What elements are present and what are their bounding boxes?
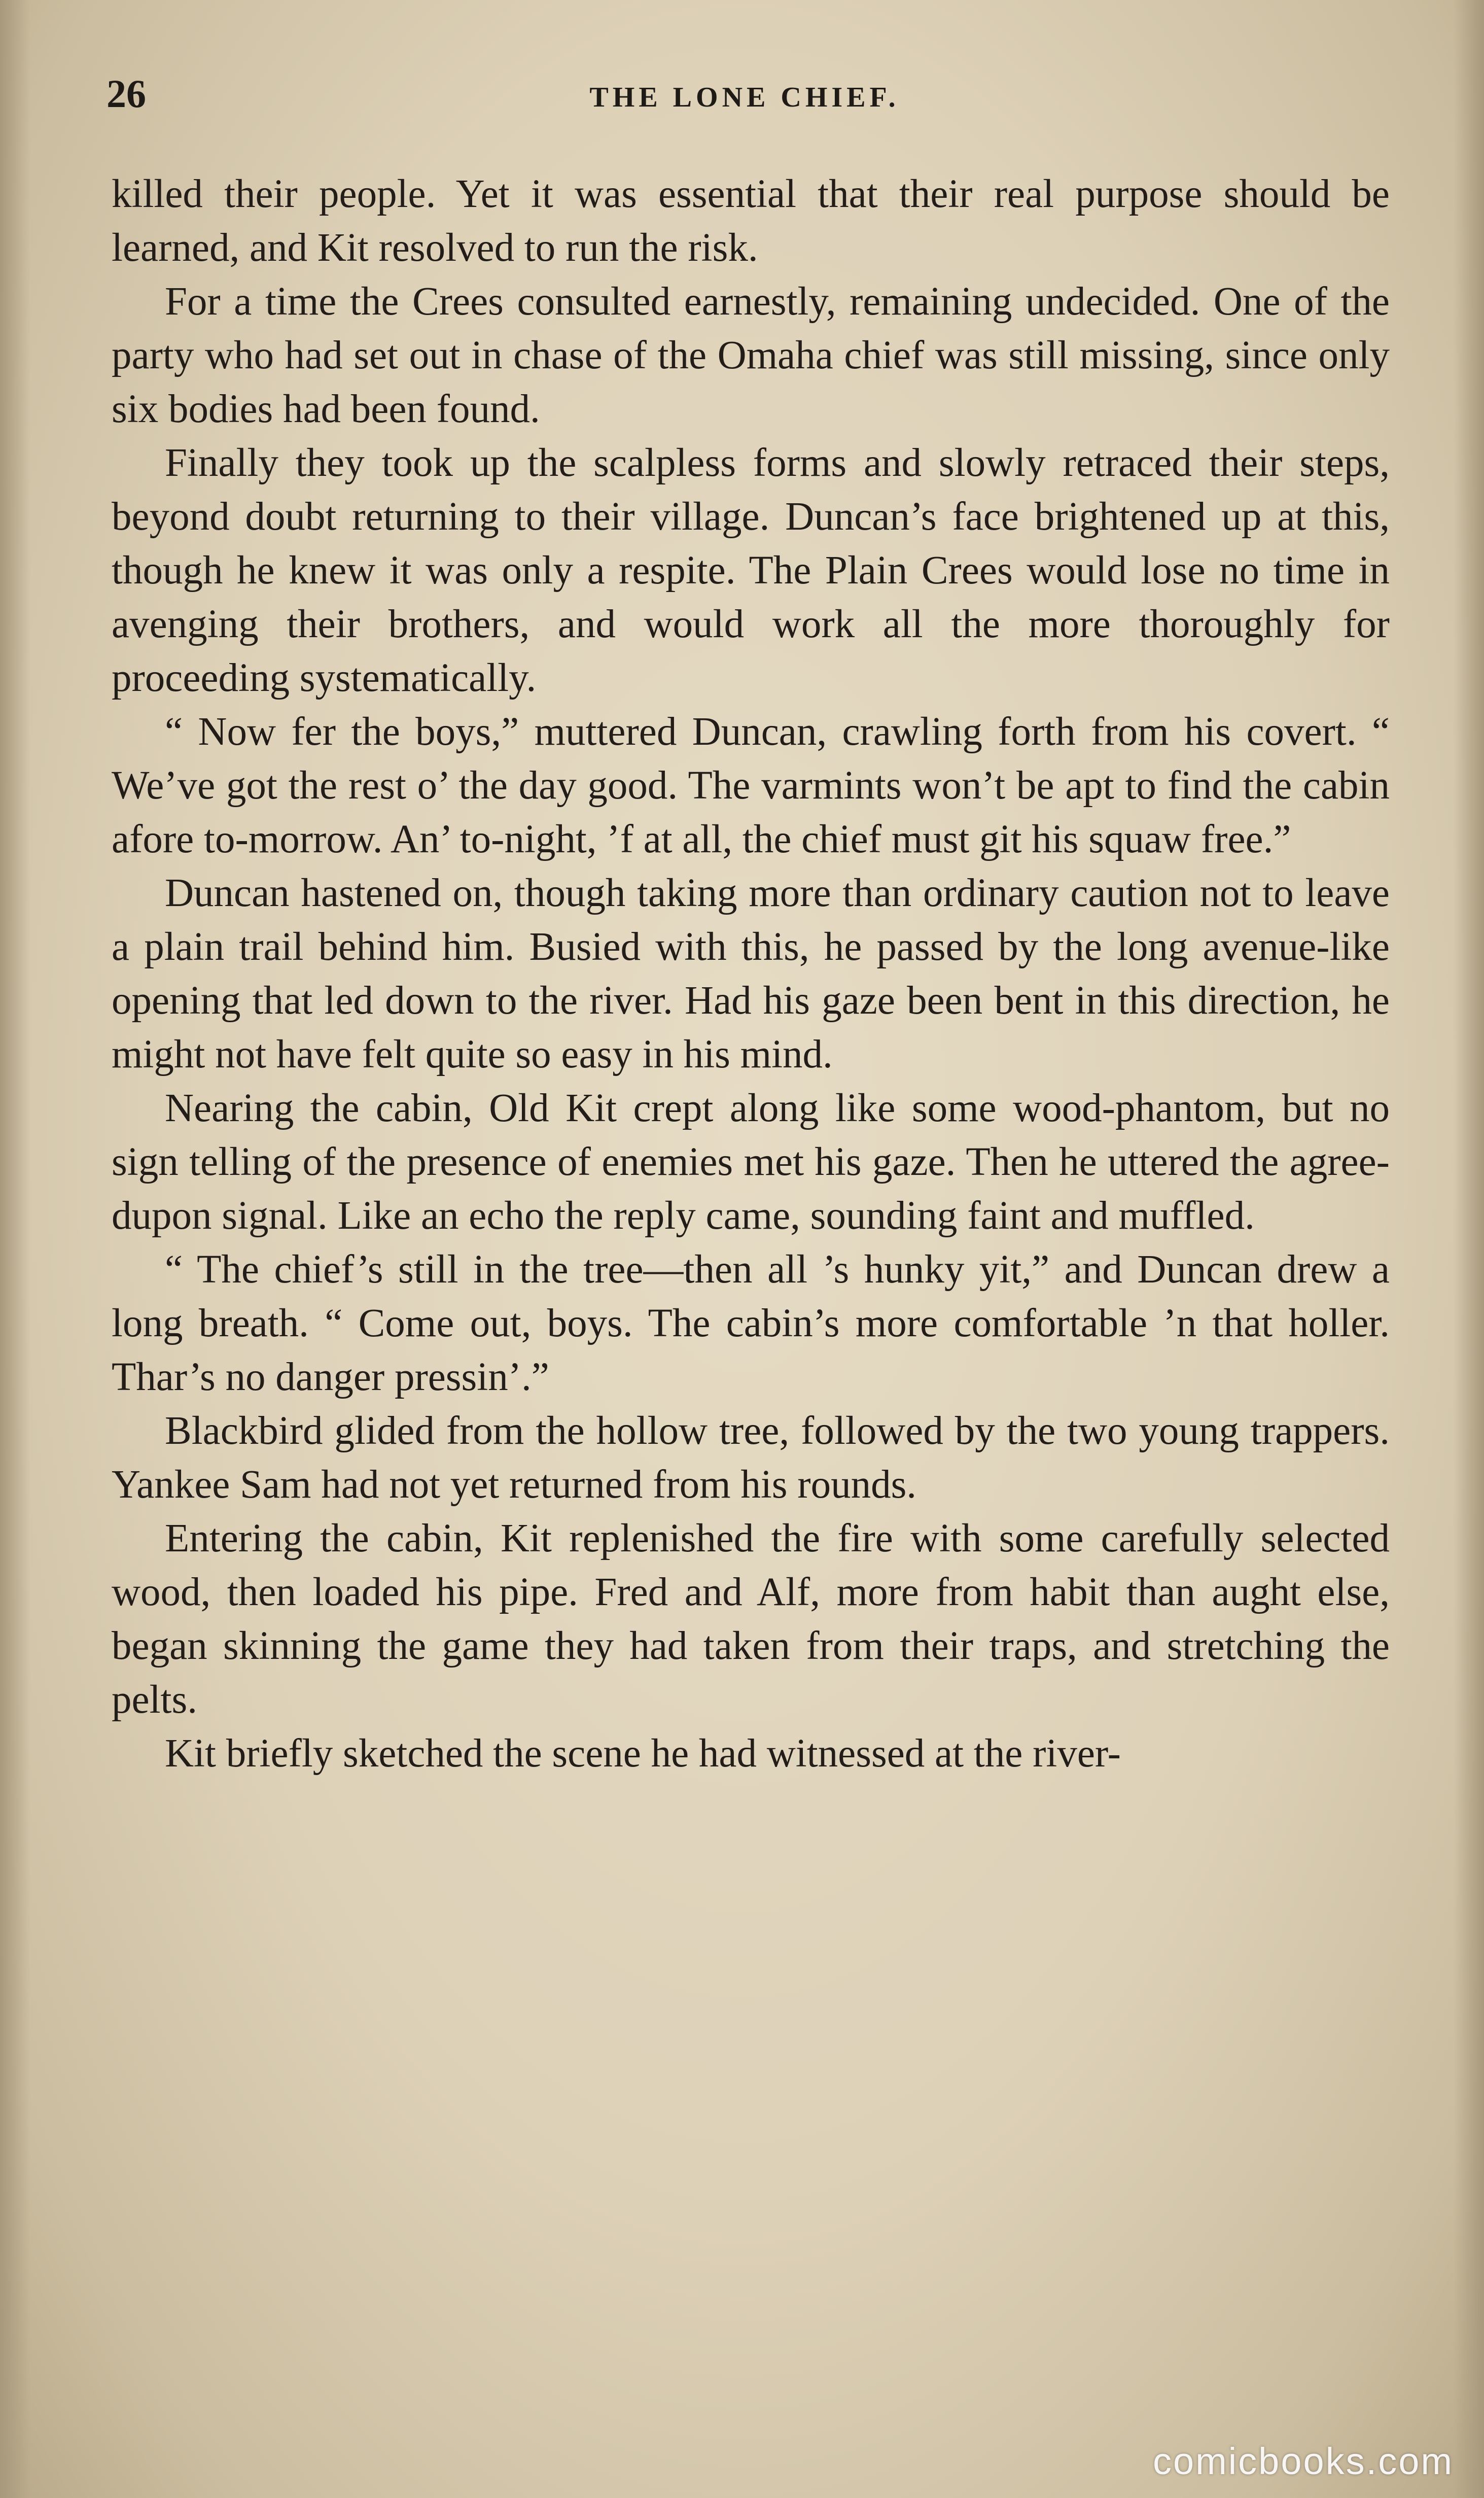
page-edge-shadow-left <box>0 0 30 2498</box>
paragraph: Finally they took up the scalpless forms and slowly retraced their steps, beyond doubt returning to their village. Duncan’s face brightened up at this, though he knew it was only a respite. The Plain Crees would lose no time in avenging their brothers, and would work all the more thoroughly for proceeding systematically. <box>112 441 1390 700</box>
paragraph: Entering the cabin, Kit replenished the fire with some carefully selected wood, then loaded his pipe. Fred and Alf, more from habit than aught else, began skinning the game they had taken from their traps, and stretching the pelts. <box>112 1516 1390 1722</box>
page-edge-shadow-right <box>1454 0 1484 2498</box>
paragraph: Kit briefly sketched the scene he had witnessed at the river- <box>165 1731 1121 1776</box>
paragraph: Duncan hastened on, though taking more than ordinary caution not to leave a plain trail behind him. Busied with this, he passed by the long avenue-like opening that led down to the river. Had his gaze been bent in this direction, he might not have felt quite so easy in his mind. <box>112 871 1390 1077</box>
paragraph: Blackbird glided from the hollow tree, followed by the two young trappers. Yankee Sam had not yet returned from his rounds. <box>112 1409 1390 1507</box>
paragraph: “ The chief’s still in the tree—then all ’s hunky yit,” and Duncan drew a long breath. “ Come out, boys. The cabin’s more comfortable ’n that holler. Thar’s no danger pressin’.” <box>112 1247 1390 1399</box>
page-header <box>107 61 1383 127</box>
paragraph: “ Now fer the boys,” muttered Duncan, crawling forth from his covert. “ We’ve got the rest o’ the day good. The varmints won’t be apt to find the cabin afore to-morrow. An’ to-night, ’f at all, the chief must git his squaw free.” <box>112 710 1390 861</box>
running-head: THE LONE CHIEF. <box>589 82 900 113</box>
site-watermark: comicbooks.com <box>1152 2440 1454 2482</box>
paragraph: Nearing the cabin, Old Kit crept along like some wood-phantom, but no sign telling of the presence of enemies met his gaze. Then he uttered the agree-dupon signal. Like an echo the reply came, sounding faint and muffled. <box>112 1086 1390 1238</box>
paragraph: For a time the Crees consulted earnestly, remaining undecided. One of the party who had set out in chase of the Omaha chief was still missing, since only six bodies had been found. <box>112 280 1390 431</box>
page-number: 26 <box>107 72 146 116</box>
paragraph: killed their people. Yet it was essential that their real purpose should be learned, and Kit resolved to run the risk. <box>112 172 1390 270</box>
body-text <box>112 167 1390 1781</box>
